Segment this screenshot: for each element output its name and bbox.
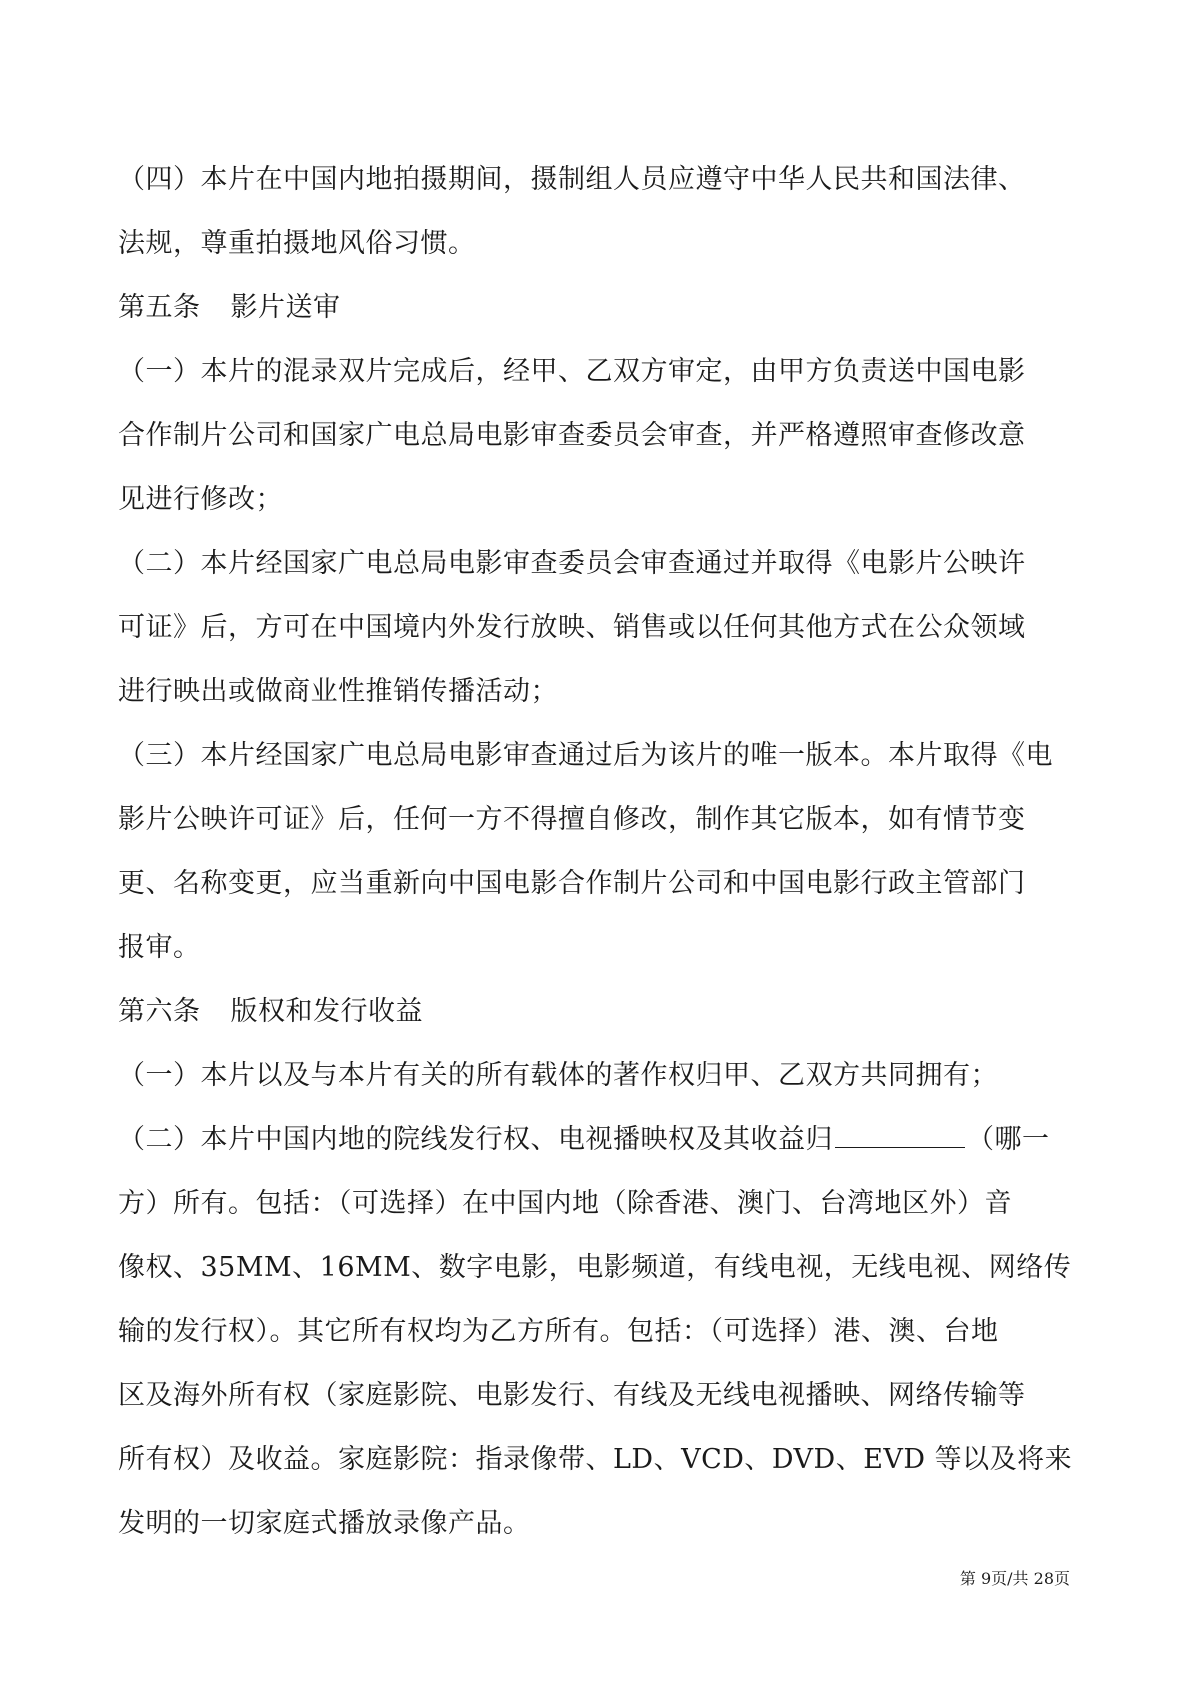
clause-text: （二）本片中国内地的院线发行权、电视播映权及其收益归 [118,1124,833,1155]
paragraph-line: 发明的一切家庭式播放录像产品。 [118,1508,531,1539]
paragraph-line: 见进行修改； [118,484,283,515]
paragraph-line: 输的发行权）。其它所有权均为乙方所有。包括：（可选择）港、澳、台地 [118,1316,999,1347]
fill-in-blank [835,1125,965,1148]
paragraph-line: 法规，尊重拍摄地风俗习惯。 [118,228,476,259]
article-6-heading [118,980,1068,1044]
article-5-heading [118,276,1068,340]
paragraph-line: （三）本片经国家广电总局电影审查通过后为该片的唯一版本。本片取得《电 [118,740,1053,771]
paragraph-line: （二）本片经国家广电总局电影审查委员会审查通过并取得《电影片公映许 [118,548,1026,579]
paragraph-line: 影片公映许可证》后，任何一方不得擅自修改，制作其它版本，如有情节变 [118,804,1026,835]
article-number: 第五条 [118,292,201,323]
paragraph-line: 像权、35MM、16MM、数字电影，电影频道，有线电视，无线电视、网络传 [118,1252,1072,1283]
paragraph-line: 进行映出或做商业性推销传播活动； [118,676,558,707]
article-number: 第六条 [118,996,201,1027]
page-number: 第 9页/共 28页 [959,1569,1070,1588]
paragraph-line: 报审。 [118,932,201,963]
paragraph-line: 可证》后，方可在中国境内外发行放映、销售或以任何其他方式在公众领域 [118,612,1026,643]
paragraph-line: 所有权）及收益。家庭影院：指录像带、LD、VCD、DVD、EVD 等以及将来 [118,1444,1073,1475]
paragraph-line-with-blank [118,1108,1068,1172]
paragraph-line: 更、名称变更，应当重新向中国电影合作制片公司和中国电影行政主管部门 [118,868,1026,899]
paragraph-line: 方）所有。包括：（可选择）在中国内地（除香港、澳门、台湾地区外）音 [118,1188,1012,1219]
document-body [118,148,1073,1556]
paragraph-line: （一）本片的混录双片完成后，经甲、乙双方审定，由甲方负责送中国电影 [118,356,1026,387]
paragraph-line: 区及海外所有权（家庭影院、电影发行、有线及无线电视播映、网络传输等 [118,1380,1026,1411]
paragraph-line: 合作制片公司和国家广电总局电影审查委员会审查，并严格遵照审查修改意 [118,420,1026,451]
article-title: 影片送审 [230,292,341,323]
paragraph-line: （一）本片以及与本片有关的所有载体的著作权归甲、乙双方共同拥有； [118,1060,998,1091]
article-title: 版权和发行收益 [230,996,423,1027]
paragraph-line: （四）本片在中国内地拍摄期间，摄制组人员应遵守中华人民共和国法律、 [118,164,1026,195]
clause-text: （哪一 [967,1124,1050,1155]
